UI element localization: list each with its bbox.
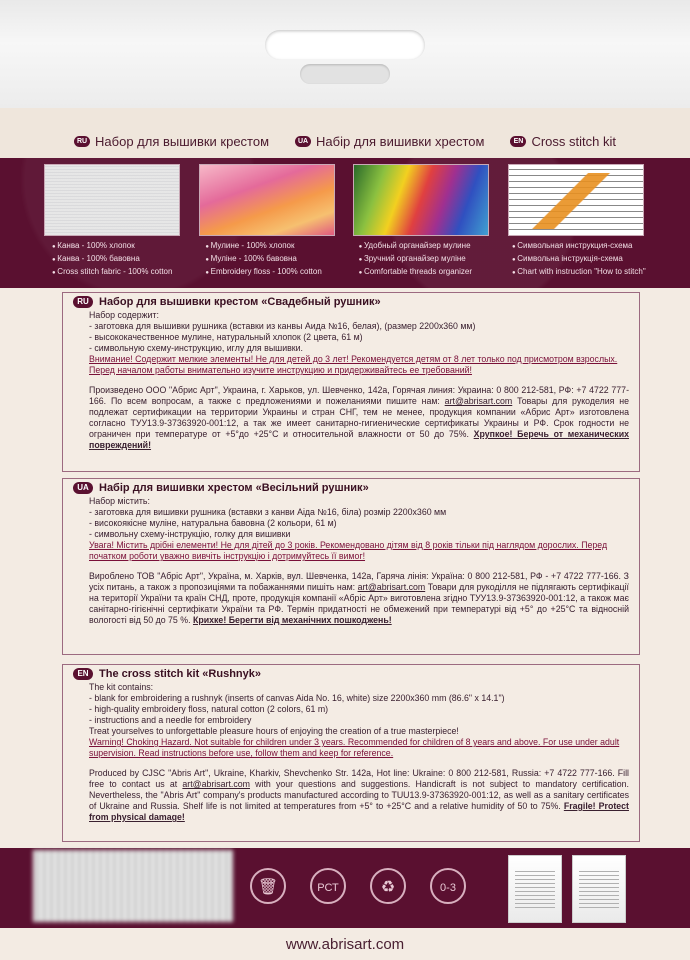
trash-bin-icon: 🗑 [250, 868, 286, 904]
email-link[interactable]: art@abrisart.com [357, 582, 426, 592]
rst-certification-icon: РСТ [310, 868, 346, 904]
email-link[interactable]: art@abrisart.com [444, 396, 513, 406]
email-link[interactable]: art@abrisart.com [182, 779, 250, 789]
section-title-en: The cross stitch kit «Rushnyk» [99, 668, 261, 680]
lang-badge-en: EN [73, 668, 93, 680]
lang-badge-ru: RU [73, 296, 93, 308]
producer-en: Produced by CJSC "Abris Art", Ukraine, Kharkiv, Shevchenko Str. 142a, Hot line: Ukraine: 0 800 212-581, Russia: +7 4722 777-166. Fill free to contact us at art@abrisart.com with your questions and suggestions. Handicraft is not subject to mandatory certification. Nevertheless, the "Abris Art" company's products manufactured according to TUU13.9-37363920-001:12, as well as a sanitary certificates of Ukraine and Russia. Shelf life is not limited at temperatures from +5° to +25°C and a relative humidity of 50 to 75%. Fragile! Protect from physical damage! [89, 768, 629, 822]
heading-ru: RU Набор для вышивки крестом [74, 134, 269, 149]
caption-floss: ● Мулине - 100% хлопок ● Муліне - 100% бавовна ● Embroidery floss - 100% cotton [205, 240, 345, 279]
canvas-photo [44, 164, 180, 236]
section-title-ua: Набір для вишивки хрестом «Весільний рушник» [99, 482, 369, 494]
recycle-icon: ♻ [370, 868, 406, 904]
section-en: EN The cross stitch kit «Rushnyk» The kit contains: - blank for embroidering a rushnyk (inserts of canvas Aida No. 16, white) size 2200x360 mm (86.6" x 14.1") - high-quality embroidery floss, natural cotton (2 colors, 61 m) - instructions and a needle for embroidery Treat yourselves to unforgettable pleasure hours of enjoying the creation of a true masterpiece! Warning! Choking Hazard. Not suitable for children under 3 years. Recommended for children of 8 years and above. For use under adult supervision. Read instructions before use, follow them and keep for reference. Produced by CJSC "Abris Art", Ukraine, Kharkiv, Shevchenko Str. 142a, Hot line: Ukraine: 0 800 212-581, Russia: +7 4722 777-166. Fill free to contact us at art@abrisart.com with your questions and suggestions. Handicraft is not subject to mandatory certification. Nevertheless, the "Abris Art" company's products manufactured according to TUU13.9-37363920-001:12, as well as a sanitary certificates of Ukraine and Russia. Shelf life is not limited at temperatures from +5° to +25°C and a relative humidity of 50 to 75%. Fragile! Protect from physical damage! [62, 664, 640, 842]
language-headings [0, 130, 690, 152]
warning-ru: Внимание! Содержит мелкие элементы! Не для детей до 3 лет! Рекомендуется детям от 8 лет только под присмотром взрослых. Перед началом работы внимательно изучите инструкцию и придерживайтесь ее требований! [89, 354, 618, 375]
product-photos [44, 164, 644, 236]
chart-photo [508, 164, 644, 236]
heading-ua: UA Набір для вишивки хрестом [295, 134, 484, 149]
warning-ua: Увага! Містить дрібні елементи! Не для дітей до 3 років. Рекомендовано дітям від 8 років тільки під наглядом дорослих. Перед початком роботи уважно вивчіть інструкцію і дотримуйтесь її вимог! [89, 540, 608, 561]
organizer-photo [353, 164, 489, 236]
barcode [33, 850, 233, 922]
hanger-area [0, 0, 690, 108]
warning-en: Warning! Choking Hazard. Not suitable for children under 3 years. Recommended for children of 8 years and above. For use under adult supervision. Read instructions before use, follow them and keep for reference. [89, 737, 620, 758]
caption-canvas: ● Канва - 100% хлопок ● Канва - 100% бавовна ● Cross stitch fabric - 100% cotton [52, 240, 192, 279]
floss-photo [199, 164, 335, 236]
hanger-tab [300, 64, 390, 84]
lang-badge-ua: UA [73, 482, 93, 494]
hanger-hole [265, 30, 425, 60]
producer-ua: Виробленo ТОВ "Абріс Арт", Україна, м. Харків, вул. Шевченка, 142а, Гаряча лінія: Україна: 0 800 212-581, РФ - +7 4722 777-166. З усіх питань, а також з пропозиціями та побажаннями пишіть нам: art@abrisart.com Товари для рукоділля не підлягають сертифікації на території України та країн СНД, проте, продукція компанії «Абріс Арт» виготовлена згідно ТУУ13.9-37363920-001:12, а також має санітарно-гігієнічні сертифікати України та РФ. Термін придатності не обмежений при температурі від +5° до +25°С та відносній вологості від 50 до 75 %. Крихке! Берегти від механічних пошкоджень! [89, 571, 629, 625]
producer-ru: Произведено ООО "Абрис Арт", Украина, г. Харьков, ул. Шевченко, 142а, Горячая линия: Украина: 0 800 212-581, РФ: +7 4722 777-166. По всем вопросам, а также с предложениями и пожеланиями пишите нам: art@abrisart.com Товары для рукоделия не подлежат сертификации на территории Украины и стран СНГ, тем не менее, продукция компании «Абрис Арт» изготовлена согласно ТУУ13.9-37363920-001:12, а так же имеет санитарно-гигиенические сертификаты Украины и РФ. Срок годности не ограничен при температуре от +5°до +25°С и относительной влажности от 50 до 75%. Хрупкое! Беречь от механических повреждений! [89, 385, 630, 450]
certificate-image-2 [572, 855, 626, 923]
caption-chart: ● Символьная инструкция-схема ● Символьна інструкція-схема ● Chart with instruction "How to stitch" [512, 240, 652, 279]
caption-organizer: ● Удобный органайзер мулине ● Зручний органайзер муліне ● Comfortable threads organizer [359, 240, 499, 279]
section-ua: UA Набір для вишивки хрестом «Весільний рушник» Набор містить: - заготовка для вишивки рушника (вставки з канви Аіда №16, біла) розмір 2200х360 мм - високоякісне муліне, натуральна бавовна (2 кольори, 61 м) - символьну схему-інструкцію, голку для вишивки Увага! Містить дрібні елементи! Не для дітей до 3 років. Рекомендовано дітям від 8 років тільки під наглядом дорослих. Перед початком роботи уважно вивчіть інструкцію і дотримуйтесь її вимог! Виробленo ТОВ "Абріс Арт", Україна, м. Харків, вул. Шевченка, 142а, Гаряча лінія: Україна: 0 800 212-581, РФ - +7 4722 777-166. З усіх питань, а також з пропозиціями та побажаннями пишіть нам: art@abrisart.com Товари для рукоділля не підлягають сертифікації на території України та країн СНД, проте, продукція компанії «Абріс Арт» виготовлена згідно ТУУ13.9-37363920-001:12, а також має санітарно-гігієнічні сертифікати України та РФ. Термін придатності не обмежений при температурі від +5° до +25°С та відносній вологості від 50 до 75 %. Крихке! Берегти від механічних пошкоджень! [62, 478, 640, 655]
section-ru: RU Набор для вышивки крестом «Свадебный рушник» Набор содержит: - заготовка для вышивки рушника (вставки из канвы Аида №16, белая), (размер 2200х360 мм) - высококачественное мулине, натуральный хлопок (2 цвета, 61 м) - символьную схему-инструкцию, иглу для вышивки. Внимание! Содержит мелкие элементы! Не для детей до 3 лет! Рекомендуется детям от 8 лет только под присмотром взрослых. Перед началом работы внимательно изучите инструкцию и придерживайтесь ее требований! Произведено ООО "Абрис Арт", Украина, г. Харьков, ул. Шевченко, 142а, Горячая линия: Украина: 0 800 212-581, РФ: +7 4722 777-166. По всем вопросам, а также с предложениями и пожеланиями пишите нам: art@abrisart.com Товары для рукоделия не подлежат сертификации на территории Украины и стран СНГ, тем не менее, продукция компании «Абрис Арт» изготовлена согласно ТУУ13.9-37363920-001:12, а так же имеет санитарно-гигиенические сертификаты Украины и РФ. Срок годности не ограничен при температуре от +5°до +25°С и относительной влажности от 50 до 75%. Хрупкое! Беречь от механических повреждений! [62, 292, 640, 472]
age-warning-icon: 0-3 [430, 868, 466, 904]
photo-captions [52, 240, 652, 279]
website-url[interactable]: www.abrisart.com [0, 930, 690, 960]
certificate-image-1 [508, 855, 562, 923]
heading-en: EN Cross stitch kit [510, 134, 616, 149]
section-title-ru: Набор для вышивки крестом «Свадебный рушник» [99, 296, 381, 308]
